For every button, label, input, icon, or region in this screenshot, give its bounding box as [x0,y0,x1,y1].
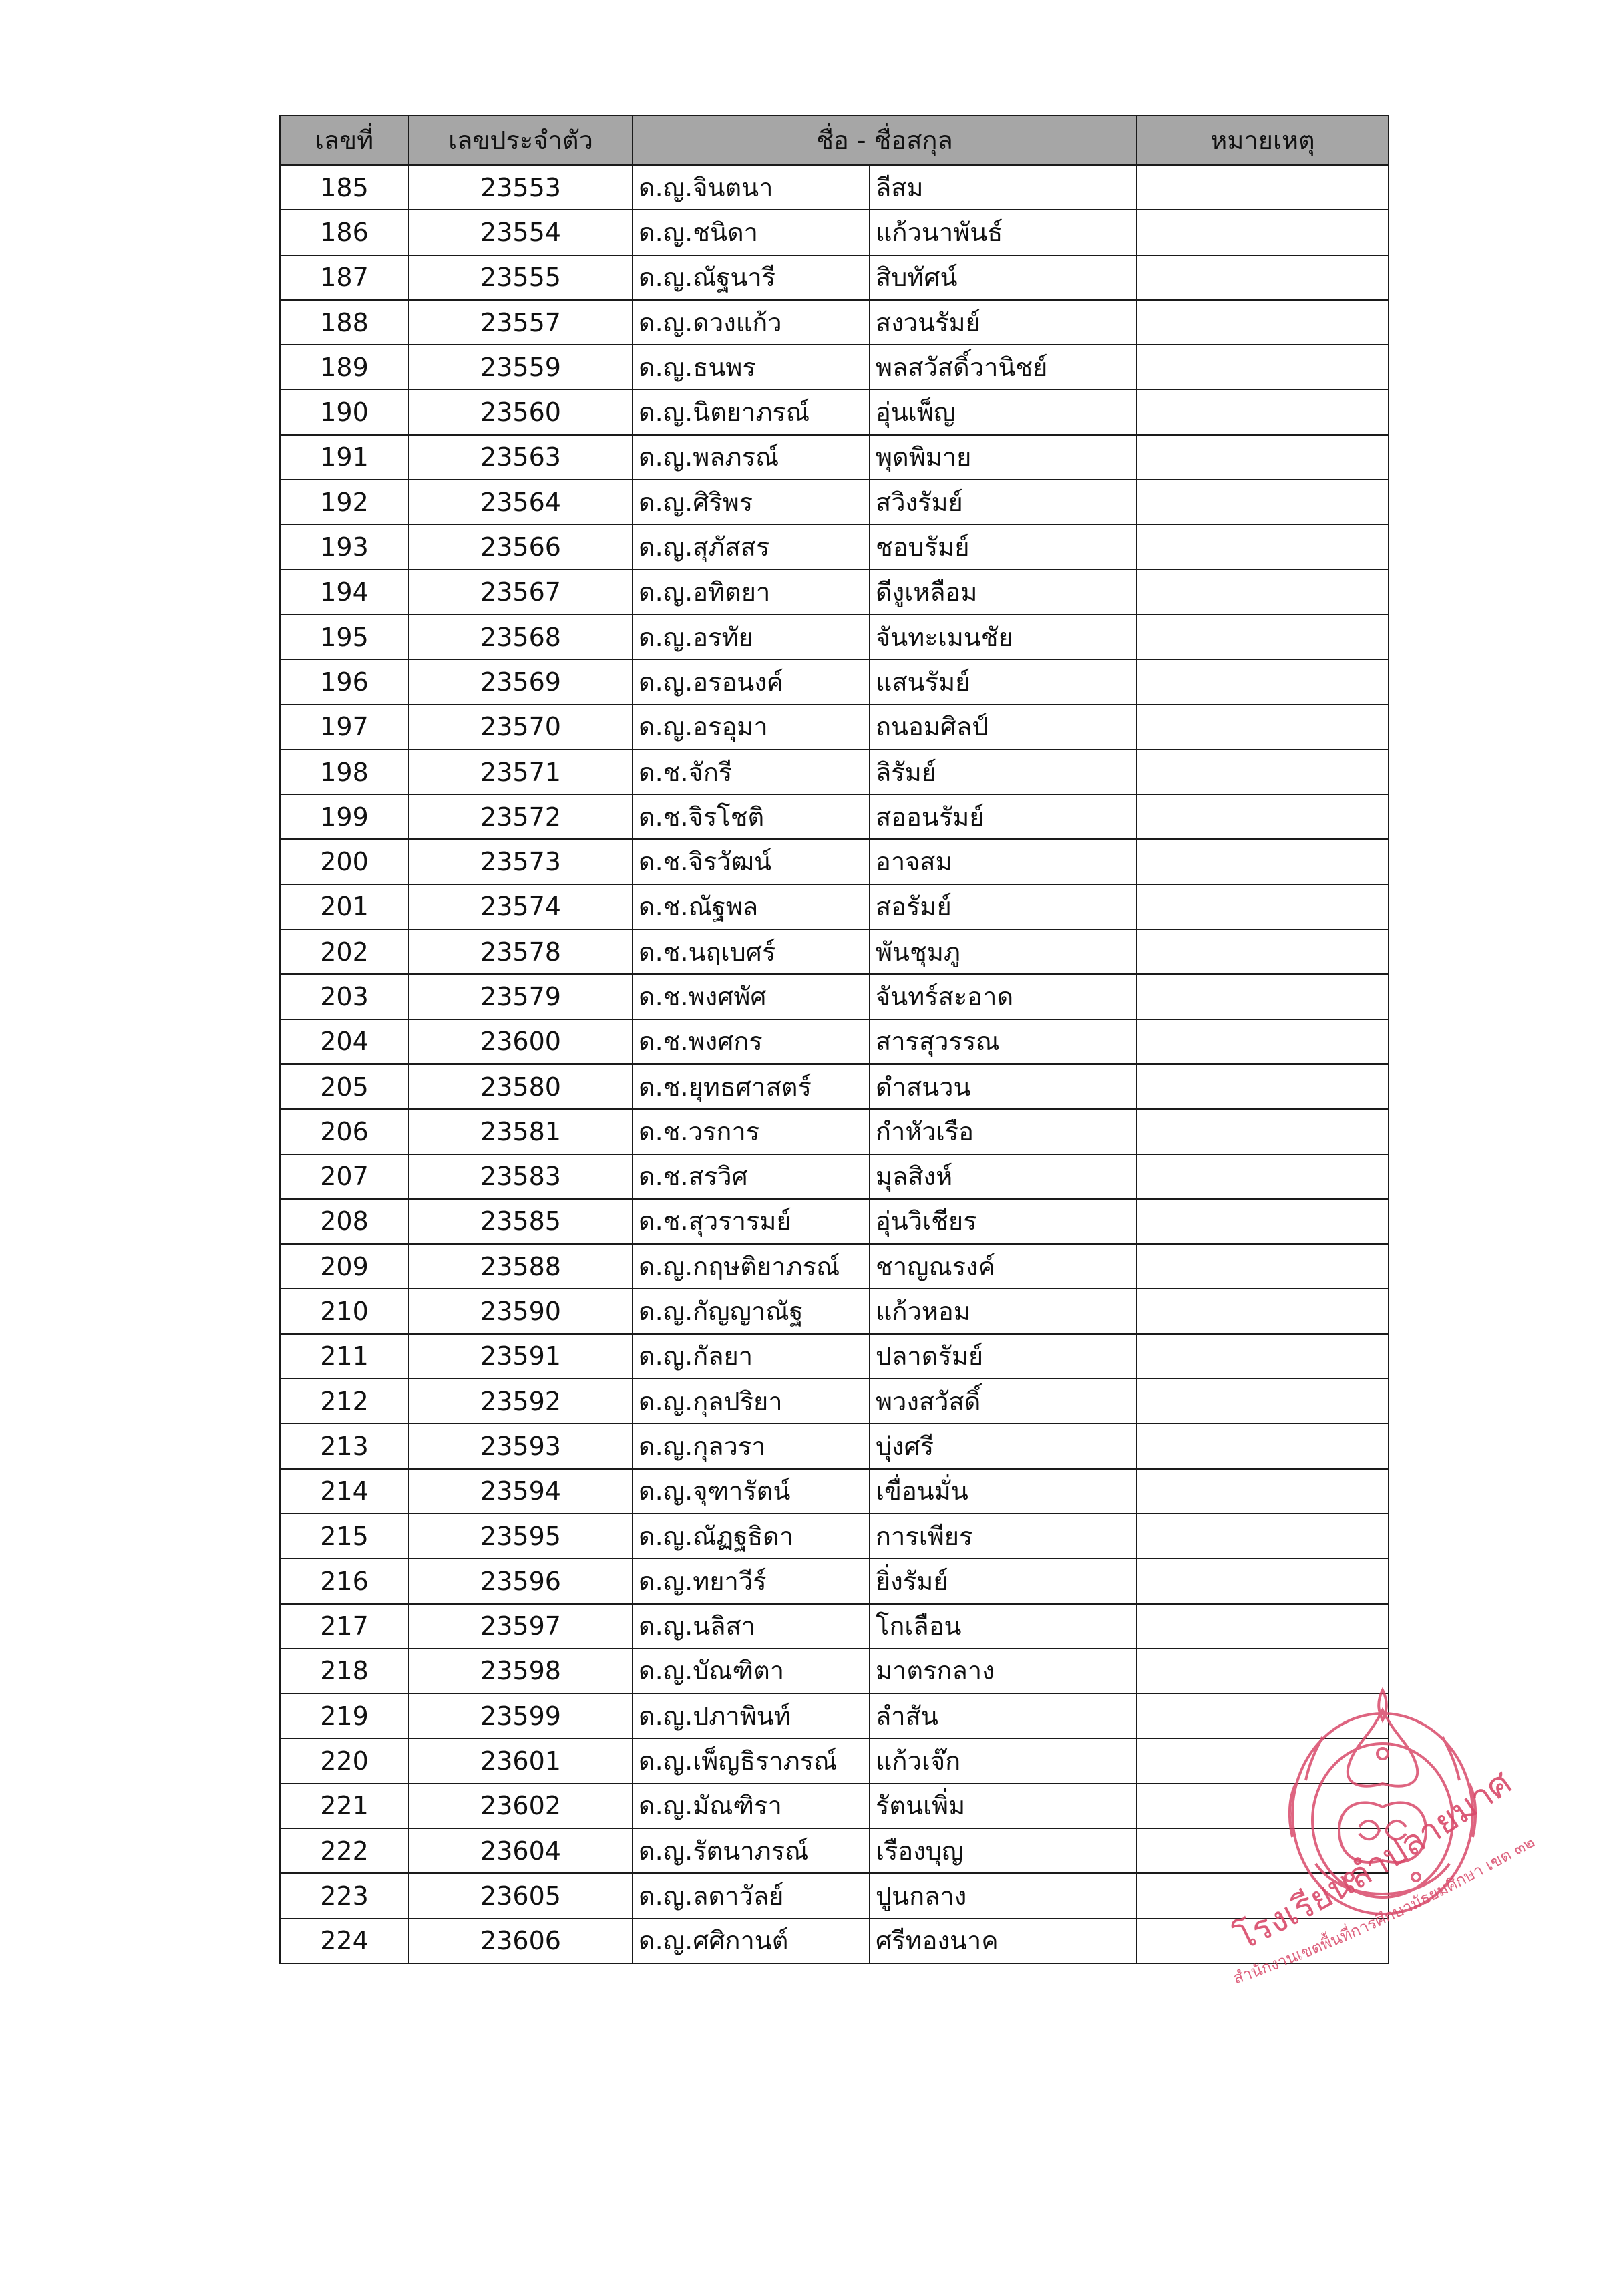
table-row [280,435,1389,480]
first-name-cell: ด.ญ.ลดาวัลย์ [633,1873,870,1918]
remark-cell [1137,1514,1389,1559]
student-number-cell: 196 [280,659,409,704]
last-name-cell: ลิรัมย์ [870,750,1137,794]
remark-cell [1137,255,1389,300]
remark-cell [1137,1064,1389,1109]
remark-cell [1137,389,1389,434]
table-row [280,165,1389,210]
last-name-cell: ลำสัน [870,1693,1137,1738]
student-number-cell: 223 [280,1873,409,1918]
student-id-cell: 23595 [409,1514,633,1559]
student-id-cell: 23599 [409,1693,633,1738]
table-row [280,1289,1389,1333]
last-name-cell: ดีงูเหลือม [870,570,1137,615]
last-name-cell: ปูนกลาง [870,1873,1137,1918]
student-id-cell: 23564 [409,480,633,524]
first-name-cell: ด.ญ.บัณฑิตา [633,1649,870,1693]
remark-cell [1137,524,1389,569]
last-name-cell: ถนอมศิลป์ [870,705,1137,750]
last-name-cell: แก้วนาพันธ์ [870,210,1137,255]
remark-cell [1137,165,1389,210]
remark-cell [1137,884,1389,929]
table-row [280,750,1389,794]
last-name-cell: อุ่นเพ็ญ [870,389,1137,434]
first-name-cell: ด.ช.ณัฐพล [633,884,870,929]
student-number-cell: 208 [280,1199,409,1244]
header-no: เลขที่ [280,116,409,165]
student-id-cell: 23604 [409,1828,633,1873]
student-id-cell: 23568 [409,615,633,659]
student-id-cell: 23573 [409,839,633,884]
student-id-cell: 23600 [409,1019,633,1064]
table-row [280,1064,1389,1109]
last-name-cell: สอรัมย์ [870,884,1137,929]
first-name-cell: ด.ช.สุวรารมย์ [633,1199,870,1244]
student-number-cell: 206 [280,1109,409,1154]
student-number-cell: 197 [280,705,409,750]
student-id-cell: 23597 [409,1604,633,1649]
first-name-cell: ด.ช.จิรโชติ [633,794,870,839]
table-row [280,1109,1389,1154]
student-id-cell: 23606 [409,1919,633,1963]
table-row [280,615,1389,659]
student-id-cell: 23553 [409,165,633,210]
seal-office-name: สำนักงานเขตพื้นที่การศึกษามัธยมศึกษา เขต ๓๒ [1230,1832,1538,1988]
first-name-cell: ด.ช.นฤเบศร์ [633,929,870,974]
student-number-cell: 194 [280,570,409,615]
table-row [280,345,1389,389]
seal-school-name: โรงเรียนลำปลายมาศ [1228,1762,1519,1959]
student-number-cell: 186 [280,210,409,255]
last-name-cell: ชอบรัมย์ [870,524,1137,569]
table-row [280,974,1389,1019]
last-name-cell: เขื่อนมั่น [870,1469,1137,1514]
first-name-cell: ด.ช.สรวิศ [633,1154,870,1199]
student-number-cell: 189 [280,345,409,389]
remark-cell [1137,1424,1389,1468]
student-id-cell: 23601 [409,1738,633,1783]
last-name-cell: รัตนเพิ่ม [870,1784,1137,1828]
student-id-cell: 23578 [409,929,633,974]
student-id-cell: 23585 [409,1199,633,1244]
last-name-cell: แก้วหอม [870,1289,1137,1333]
last-name-cell: กำหัวเรือ [870,1109,1137,1154]
first-name-cell: ด.ช.จิรวัฒน์ [633,839,870,884]
student-number-cell: 201 [280,884,409,929]
student-id-cell: 23588 [409,1244,633,1289]
table-row [280,570,1389,615]
remark-cell [1137,1244,1389,1289]
student-number-cell: 207 [280,1154,409,1199]
last-name-cell: จันทร์สะอาด [870,974,1137,1019]
first-name-cell: ด.ญ.อรทัย [633,615,870,659]
first-name-cell: ด.ญ.ดวงแก้ว [633,300,870,345]
student-id-cell: 23570 [409,705,633,750]
student-id-cell: 23569 [409,659,633,704]
first-name-cell: ด.ช.จักรี [633,750,870,794]
student-id-cell: 23592 [409,1379,633,1424]
student-number-cell: 210 [280,1289,409,1333]
table-row [280,1019,1389,1064]
student-number-cell: 193 [280,524,409,569]
table-row [280,794,1389,839]
student-id-cell: 23591 [409,1334,633,1379]
student-id-cell: 23590 [409,1289,633,1333]
table-row [280,255,1389,300]
last-name-cell: ลีสม [870,165,1137,210]
student-number-cell: 199 [280,794,409,839]
remark-cell [1137,974,1389,1019]
student-id-cell: 23567 [409,570,633,615]
remark-cell [1137,300,1389,345]
first-name-cell: ด.ญ.กุลวรา [633,1424,870,1468]
student-number-cell: 219 [280,1693,409,1738]
student-id-cell: 23605 [409,1873,633,1918]
student-number-cell: 221 [280,1784,409,1828]
student-number-cell: 192 [280,480,409,524]
student-number-cell: 203 [280,974,409,1019]
first-name-cell: ด.ช.พงศกร [633,1019,870,1064]
remark-cell [1137,1154,1389,1199]
student-number-cell: 217 [280,1604,409,1649]
first-name-cell: ด.ญ.กัญญาณัฐ [633,1289,870,1333]
table-row [280,300,1389,345]
student-number-cell: 204 [280,1019,409,1064]
first-name-cell: ด.ญ.ณัฐนารี [633,255,870,300]
table-row [280,659,1389,704]
last-name-cell: ปลาดรัมย์ [870,1334,1137,1379]
student-number-cell: 213 [280,1424,409,1468]
last-name-cell: ศรีทองนาค [870,1919,1137,1963]
last-name-cell: ยิ่งรัมย์ [870,1559,1137,1603]
first-name-cell: ด.ญ.รัตนาภรณ์ [633,1828,870,1873]
student-number-cell: 220 [280,1738,409,1783]
first-name-cell: ด.ญ.มัณฑิรา [633,1784,870,1828]
remark-cell [1137,1334,1389,1379]
table-row [280,1559,1389,1603]
first-name-cell: ด.ญ.ศิริพร [633,480,870,524]
table-row [280,1604,1389,1649]
last-name-cell: การเพียร [870,1514,1137,1559]
last-name-cell: พันชุมภู [870,929,1137,974]
last-name-cell: สิบทัศน์ [870,255,1137,300]
student-id-cell: 23559 [409,345,633,389]
last-name-cell: จันทะเมนชัย [870,615,1137,659]
student-id-cell: 23593 [409,1424,633,1468]
first-name-cell: ด.ช.ยุทธศาสตร์ [633,1064,870,1109]
student-number-cell: 198 [280,750,409,794]
table-row [280,210,1389,255]
student-number-cell: 191 [280,435,409,480]
table-row [280,1469,1389,1514]
student-id-cell: 23596 [409,1559,633,1603]
last-name-cell: ดำสนวน [870,1064,1137,1109]
student-id-cell: 23602 [409,1784,633,1828]
remark-cell [1137,1289,1389,1333]
remark-cell [1137,1019,1389,1064]
student-id-cell: 23560 [409,389,633,434]
header-name: ชื่อ - ชื่อสกุล [633,116,1137,165]
student-number-cell: 187 [280,255,409,300]
student-number-cell: 215 [280,1514,409,1559]
last-name-cell: สงวนรัมย์ [870,300,1137,345]
header-remark: หมายเหตุ [1137,116,1389,165]
student-number-cell: 195 [280,615,409,659]
student-number-cell: 200 [280,839,409,884]
remark-cell [1137,570,1389,615]
student-id-cell: 23566 [409,524,633,569]
last-name-cell: แสนรัมย์ [870,659,1137,704]
student-id-cell: 23581 [409,1109,633,1154]
student-number-cell: 209 [280,1244,409,1289]
last-name-cell: อุ่นวิเชียร [870,1199,1137,1244]
table-row [280,1424,1389,1468]
remark-cell [1137,1469,1389,1514]
student-id-cell: 23580 [409,1064,633,1109]
remark-cell [1137,839,1389,884]
header-student-id: เลขประจำตัว [409,116,633,165]
remark-cell [1137,210,1389,255]
remark-cell [1137,794,1389,839]
first-name-cell: ด.ญ.นลิสา [633,1604,870,1649]
remark-cell [1137,1559,1389,1603]
remark-cell [1137,1199,1389,1244]
table-row [280,480,1389,524]
student-id-cell: 23555 [409,255,633,300]
student-number-cell: 202 [280,929,409,974]
last-name-cell: อาจสม [870,839,1137,884]
school-seal-stamp [1216,1663,1563,1997]
student-id-cell: 23572 [409,794,633,839]
table-row [280,1154,1389,1199]
student-number-cell: 211 [280,1334,409,1379]
first-name-cell: ด.ญ.นิตยาภรณ์ [633,389,870,434]
remark-cell [1137,435,1389,480]
student-number-cell: 214 [280,1469,409,1514]
table-header [280,116,1389,165]
remark-cell [1137,929,1389,974]
last-name-cell: สารสุวรรณ [870,1019,1137,1064]
remark-cell [1137,659,1389,704]
student-id-cell: 23594 [409,1469,633,1514]
student-id-cell: 23563 [409,435,633,480]
first-name-cell: ด.ญ.กฤษติยาภรณ์ [633,1244,870,1289]
table-row [280,1244,1389,1289]
first-name-cell: ด.ญ.ธนพร [633,345,870,389]
remark-cell [1137,1379,1389,1424]
student-id-cell: 23554 [409,210,633,255]
last-name-cell: สวิงรัมย์ [870,480,1137,524]
student-number-cell: 205 [280,1064,409,1109]
first-name-cell: ด.ญ.ศศิกานต์ [633,1919,870,1963]
last-name-cell: ชาญณรงค์ [870,1244,1137,1289]
last-name-cell: สออนรัมย์ [870,794,1137,839]
first-name-cell: ด.ช.วรการ [633,1109,870,1154]
last-name-cell: บุ่งศรี [870,1424,1137,1468]
header-row [280,116,1389,165]
remark-cell [1137,1109,1389,1154]
student-number-cell: 185 [280,165,409,210]
first-name-cell: ด.ญ.พลภรณ์ [633,435,870,480]
first-name-cell: ด.ญ.จินตนา [633,165,870,210]
first-name-cell: ด.ญ.ทยาวีร์ [633,1559,870,1603]
table-row [280,839,1389,884]
student-number-cell: 218 [280,1649,409,1693]
remark-cell [1137,615,1389,659]
student-number-cell: 216 [280,1559,409,1603]
student-number-cell: 212 [280,1379,409,1424]
table-row [280,1199,1389,1244]
remark-cell [1137,1604,1389,1649]
student-id-cell: 23574 [409,884,633,929]
last-name-cell: มุลสิงห์ [870,1154,1137,1199]
first-name-cell: ด.ญ.อทิตยา [633,570,870,615]
first-name-cell: ด.ญ.กุลปริยา [633,1379,870,1424]
first-name-cell: ด.ญ.ชนิดา [633,210,870,255]
table-row [280,1514,1389,1559]
first-name-cell: ด.ญ.เพ็ญธิราภรณ์ [633,1738,870,1783]
table-row [280,1334,1389,1379]
last-name-cell: แก้วเจ๊ก [870,1738,1137,1783]
remark-cell [1137,750,1389,794]
table-row [280,1379,1389,1424]
first-name-cell: ด.ญ.จุฑารัตน์ [633,1469,870,1514]
student-id-cell: 23598 [409,1649,633,1693]
table-row [280,524,1389,569]
last-name-cell: เรืองบุญ [870,1828,1137,1873]
first-name-cell: ด.ญ.อรอุมา [633,705,870,750]
remark-cell [1137,480,1389,524]
table-row [280,389,1389,434]
first-name-cell: ด.ญ.ณัฏฐธิดา [633,1514,870,1559]
student-id-cell: 23579 [409,974,633,1019]
student-number-cell: 222 [280,1828,409,1873]
student-number-cell: 188 [280,300,409,345]
last-name-cell: พุดพิมาย [870,435,1137,480]
table-row [280,705,1389,750]
student-id-cell: 23583 [409,1154,633,1199]
student-id-cell: 23557 [409,300,633,345]
last-name-cell: โกเลือน [870,1604,1137,1649]
first-name-cell: ด.ญ.อรอนงค์ [633,659,870,704]
student-id-cell: 23571 [409,750,633,794]
remark-cell [1137,705,1389,750]
table-row [280,929,1389,974]
first-name-cell: ด.ญ.สุภัสสร [633,524,870,569]
remark-cell [1137,345,1389,389]
student-number-cell: 224 [280,1919,409,1963]
first-name-cell: ด.ญ.ปภาพินท์ [633,1693,870,1738]
last-name-cell: มาตรกลาง [870,1649,1137,1693]
last-name-cell: พลสวัสดิ์วานิชย์ [870,345,1137,389]
first-name-cell: ด.ญ.กัลยา [633,1334,870,1379]
table-row [280,884,1389,929]
first-name-cell: ด.ช.พงศพัศ [633,974,870,1019]
student-number-cell: 190 [280,389,409,434]
last-name-cell: พวงสวัสดิ์ [870,1379,1137,1424]
